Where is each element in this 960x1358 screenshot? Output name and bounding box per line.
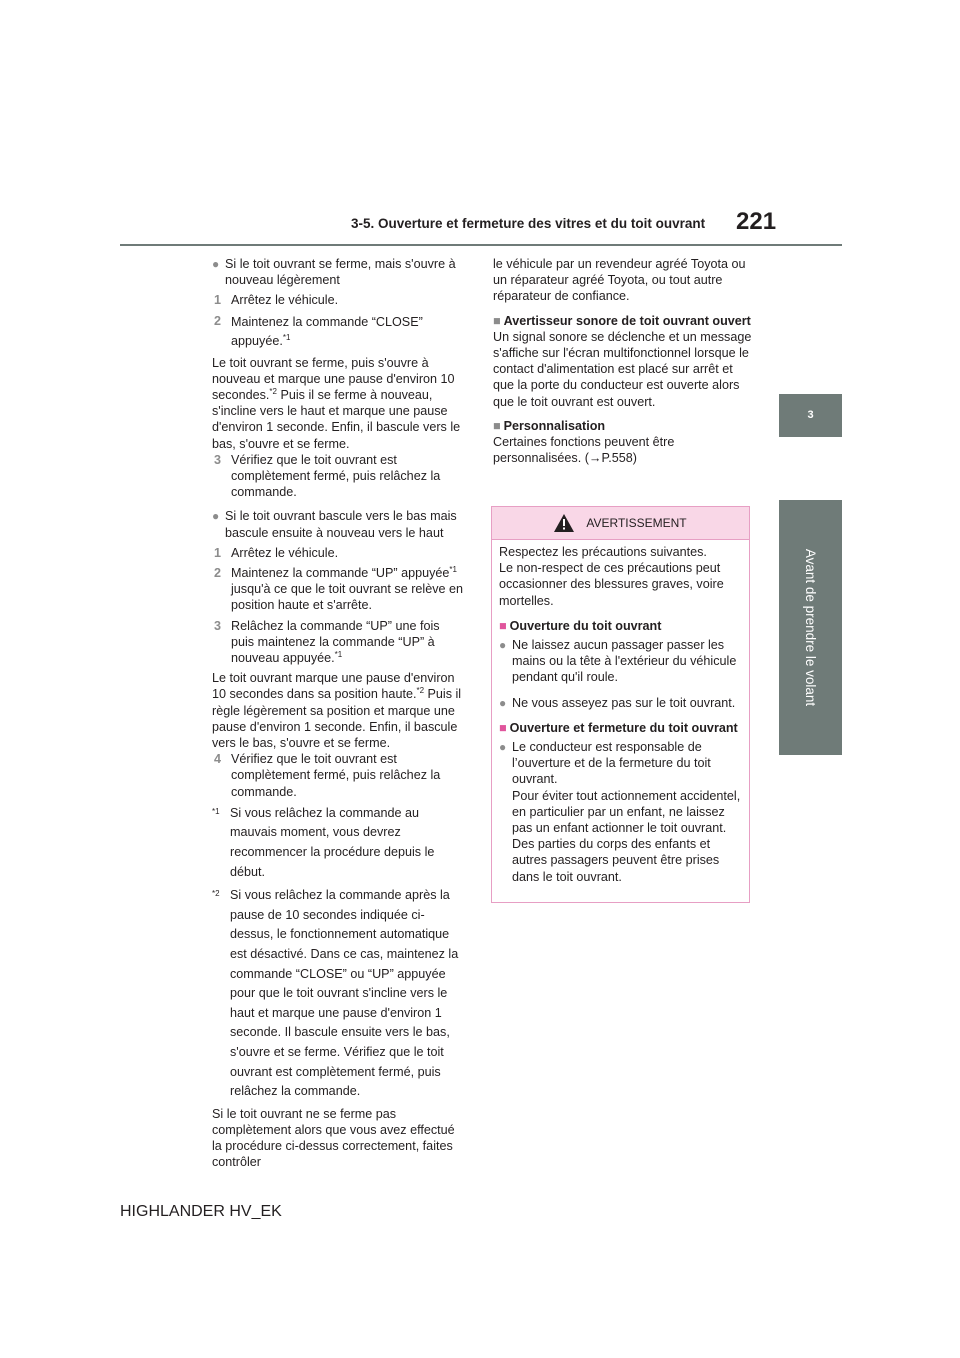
right-column bbox=[493, 256, 753, 466]
list-item bbox=[499, 739, 742, 885]
step-number: 1 bbox=[214, 293, 222, 308]
square-marker-icon: ■ bbox=[499, 618, 507, 633]
step-number: 1 bbox=[214, 545, 222, 560]
page-reference-link[interactable]: P.558) bbox=[601, 451, 637, 466]
paragraph: le véhicule par un revendeur agréé Toyota ou un réparateur agréé Toyota, ou tout autre réparateur de confiance. bbox=[493, 257, 746, 304]
footnote-mark: *2 bbox=[212, 889, 220, 899]
bullet-text: Ne laissez aucun passager passer les mains ou la tête à l'extérieur du véhicule pendant qu'il roule. bbox=[512, 638, 737, 685]
bullet-circle-icon: ● bbox=[212, 257, 220, 271]
warning-triangle-icon bbox=[554, 514, 574, 532]
warning-subheading: ■ Ouverture du toit ouvrant bbox=[499, 618, 662, 633]
bullet-circle-icon: ● bbox=[499, 695, 507, 710]
bullet-text: Si le toit ouvrant bascule vers le bas mais bascule ensuite à nouveau vers le haut bbox=[225, 509, 457, 540]
footnote-text: Si vous relâchez la commande après la pause de 10 secondes indiquée ci-dessus, le fonctionnement automatique est désactivé. Dans ce cas, maintenez la commande “CLOSE” ou “UP” appuyée pour que le toit ouvrant s'incline vers le haut et marque une pause d'environ 1 seconde. Il bascule ensuite vers le bas, s'ouvre et se ferme. Vérifiez que le toit ouvrant est complètement fermé, puis relâchez la commande. bbox=[230, 888, 459, 1099]
bullet-text: Si le toit ouvrant se ferme, mais s'ouvre à nouveau légèrement bbox=[225, 257, 456, 288]
step-number: 2 bbox=[214, 566, 222, 581]
paragraph: Le toit ouvrant marque une pause d'environ 10 secondes dans sa position haute.$^{*2}$ Puis il règle légèrement sa position et marque une pause d'environ 1 seconde. Enfin, il bascule vers le bas, s'ouvre et se ferme. bbox=[212, 671, 462, 751]
footer-model: HIGHLANDER HV_EK bbox=[120, 1203, 282, 1220]
footnote-ref: *2 bbox=[269, 386, 277, 396]
list-item bbox=[212, 508, 466, 540]
square-marker-icon: ■ bbox=[493, 418, 501, 433]
arrow-icon: → bbox=[588, 451, 602, 466]
footnote bbox=[212, 804, 466, 882]
footnote-ref: *1 bbox=[449, 564, 457, 574]
step-item bbox=[212, 313, 466, 351]
square-marker-icon: ■ bbox=[493, 313, 501, 328]
step-item bbox=[212, 545, 466, 561]
bullet-circle-icon: ● bbox=[499, 740, 507, 755]
bullet-circle-icon: ● bbox=[499, 638, 507, 653]
square-marker-icon: ■ bbox=[499, 720, 507, 735]
step-number: 3 bbox=[214, 452, 222, 467]
paragraph: Certaines fonctions peuvent être personnalisées. (→P.558) bbox=[493, 435, 675, 466]
list-item bbox=[499, 637, 742, 686]
footnote-text: Si vous relâchez la commande au mauvais moment, vous devrez recommencer la procédure depuis le début. bbox=[230, 805, 435, 879]
chapter-side-tab bbox=[779, 500, 842, 755]
warning-box bbox=[491, 506, 750, 903]
section-heading: ■ Avertisseur sonore de toit ouvrant ouvert bbox=[493, 313, 751, 328]
warning-body bbox=[492, 540, 749, 885]
paragraph: Le toit ouvrant se ferme, puis s'ouvre à nouveau et marque une pause d'environ 10 secondes.$^{*2}$ Puis il se ferme à nouveau, s'incline vers le haut et marque une pause d'environ 1 seconde. Enfin, il bascule vers le bas, s'ouvre et se ferme. bbox=[212, 355, 461, 451]
step-text: Arrêtez le véhicule. bbox=[231, 545, 339, 560]
bullet-text: Ne vous asseyez pas sur le toit ouvrant. bbox=[512, 695, 736, 710]
section-heading: ■ Personnalisation bbox=[493, 418, 606, 433]
footnote bbox=[212, 886, 466, 1102]
step-text: Vérifiez que le toit ouvrant est complètement fermé, puis relâchez la commande. bbox=[231, 452, 441, 500]
step-number: 3 bbox=[214, 618, 222, 633]
paragraph: Un signal sonore se déclenche et un message s'affiche sur l'écran multifonctionnel lorsque le contact d'alimentation est placé sur arrêt et que la porte du conducteur est ouverte alors que le toit ouvrant est ouvert. bbox=[493, 329, 752, 409]
step-text: Vérifiez que le toit ouvrant est complètement fermé, puis relâchez la commande. bbox=[231, 752, 441, 799]
step-item bbox=[212, 452, 466, 501]
paragraph: Si le toit ouvrant ne se ferme pas complètement alors que vous avez effectué la procédure ci-dessus correctement, faites contrôler bbox=[212, 1106, 455, 1170]
section-title: 3-5. Ouverture et fermeture des vitres et du toit ouvrant bbox=[351, 216, 706, 231]
warning-subheading: ■ Ouverture et fermeture du toit ouvrant bbox=[499, 720, 738, 735]
step-text: Maintenez la commande “CLOSE” appuyée.$^{*1}$ bbox=[231, 314, 423, 348]
step-item bbox=[212, 565, 466, 614]
bullet-circle-icon: ● bbox=[212, 509, 220, 524]
header-rule bbox=[120, 244, 842, 246]
chapter-number-tab: 3 bbox=[779, 394, 842, 437]
step-text: Arrêtez le véhicule. bbox=[231, 293, 339, 308]
step-item bbox=[212, 618, 466, 667]
list-item bbox=[499, 695, 742, 711]
page-number: 221 bbox=[736, 208, 777, 235]
warning-title: AVERTISSEMENT bbox=[586, 516, 687, 530]
list-item bbox=[212, 256, 466, 288]
footnote-ref: *2 bbox=[416, 686, 425, 696]
step-text: Relâchez la commande “UP” une fois puis maintenez la commande “UP” à nouveau appuyée.$^{*1}$ bbox=[231, 618, 440, 666]
chapter-title: Avant de prendre le volant bbox=[803, 548, 819, 707]
footnote-ref: *1 bbox=[282, 332, 291, 342]
left-column bbox=[212, 256, 466, 1171]
step-item bbox=[212, 292, 466, 308]
bullet-text: Le conducteur est responsable de l’ouverture et de la fermeture du toit ouvrant. Pour éviter tout actionnement accidentel, en particulier par un enfant, ne laissez pas un enfant actionner le toit ouvrant. Des parties du corps des enfants et autres passagers peuvent être prises dans le toit ouvrant. bbox=[512, 740, 741, 884]
step-item bbox=[212, 751, 466, 800]
warning-intro: Respectez les précautions suivantes. Le non-respect de ces précautions peut occasionner des blessures graves, voire mortelles. bbox=[499, 545, 724, 608]
footnote-mark: *1 bbox=[212, 806, 220, 816]
step-number: 2 bbox=[214, 313, 222, 328]
step-text: Maintenez la commande “UP” appuyée$^{*1}$ jusqu'à ce que le toit ouvrant se relève en position haute et s'arrête. bbox=[231, 564, 464, 613]
step-number: 4 bbox=[214, 752, 222, 767]
footnote-ref: *1 bbox=[334, 649, 343, 659]
warning-header bbox=[492, 507, 749, 540]
